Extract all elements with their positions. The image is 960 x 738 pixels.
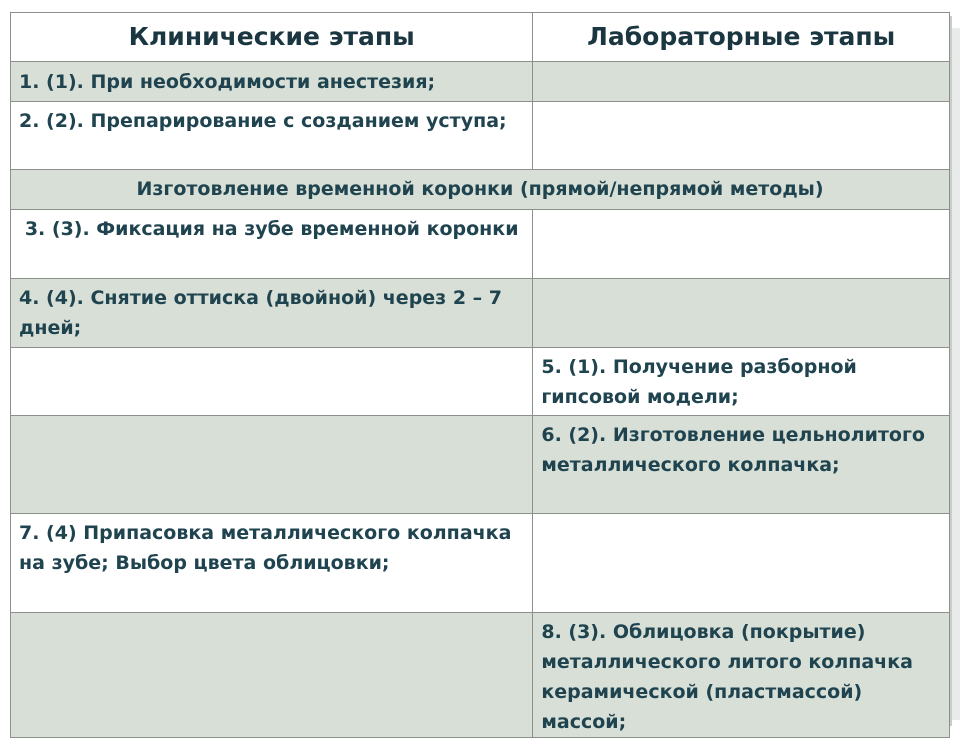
cell-lab: [533, 514, 950, 613]
cell-clinical: 3. (3). Фиксация на зубе временной коронки: [11, 210, 533, 279]
table-row: [11, 210, 950, 279]
cell-lab: 5. (1). Получение разборной гипсовой модели;: [533, 348, 950, 416]
cell-section-heading: Изготовление временной коронки (прямой/непрямой методы): [11, 170, 950, 210]
cell-clinical: [11, 416, 533, 514]
cell-clinical: [11, 348, 533, 416]
cell-clinical: 2. (2). Препарирование с созданием уступа;: [11, 102, 533, 170]
cell-lab: [533, 210, 950, 279]
cell-clinical: 7. (4) Припасовка металлического колпачка на зубе; Выбор цвета облицовки;: [11, 514, 533, 613]
table-row: [11, 102, 950, 170]
header-lab: Лабораторные этапы: [533, 13, 950, 62]
cell-lab: 8. (3). Облицовка (покрытие) металлического литого колпачка керамической (пластмассой) массой;: [533, 613, 950, 738]
table-row-span: [11, 170, 950, 210]
cell-lab: [533, 279, 950, 348]
table-row: [11, 348, 950, 416]
stages-table: [10, 12, 950, 738]
cell-clinical: 4. (4). Снятие оттиска (двойной) через 2 – 7 дней;: [11, 279, 533, 348]
cell-lab: 6. (2). Изготовление цельнолитого металлического колпачка;: [533, 416, 950, 514]
table-row: [11, 416, 950, 514]
cell-lab: [533, 102, 950, 170]
table-row: [11, 62, 950, 102]
table-row: [11, 279, 950, 348]
cell-clinical: [11, 613, 533, 738]
cell-clinical: 1. (1). При необходимости анестезия;: [11, 62, 533, 102]
table-row: [11, 514, 950, 613]
cell-lab: [533, 62, 950, 102]
header-clinical: Клинические этапы: [11, 13, 533, 62]
table-header-row: [11, 13, 950, 62]
table-row: [11, 613, 950, 738]
